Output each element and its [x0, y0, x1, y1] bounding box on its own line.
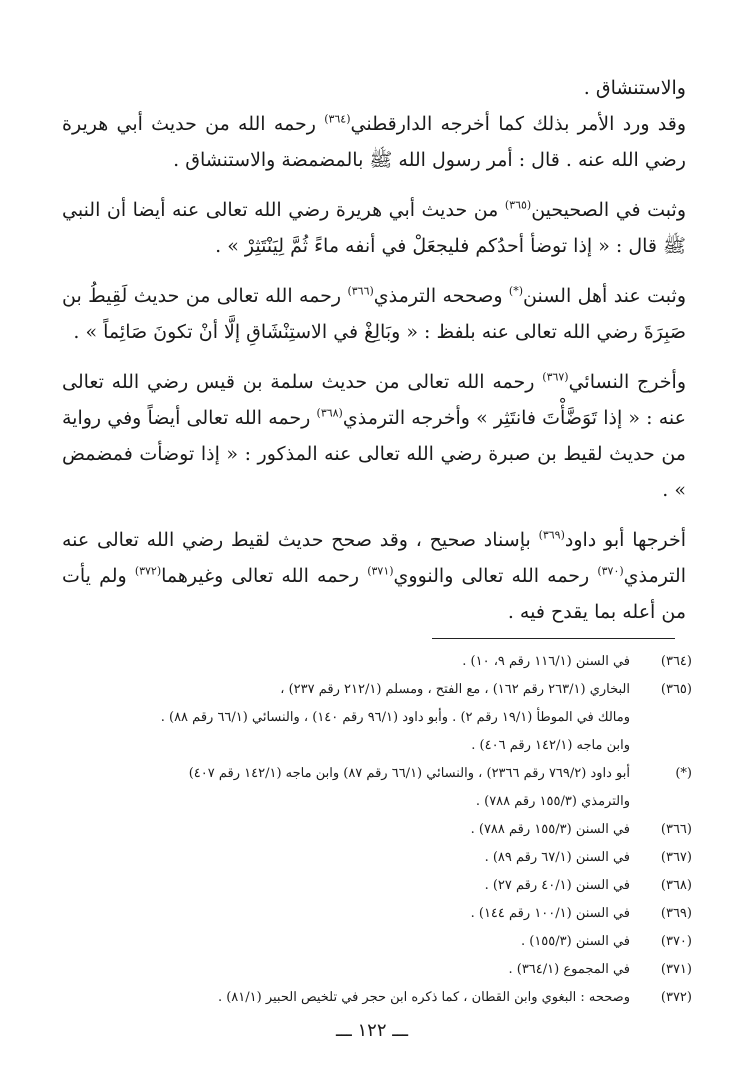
- footnote-ref: (*): [508, 284, 524, 298]
- footnote-text: في السنن (١٥٥/٣) .: [520, 934, 630, 949]
- footnote-text: في السنن (١١٦/١ رقم ٩، ١٠) .: [462, 654, 630, 669]
- footnote-370: [52, 928, 692, 956]
- footnote-number: (٣٦٧): [660, 850, 692, 865]
- paragraph-6: أخرجها أبو داود$^{(٣٦٩)}$ بإسناد صحيح ، وقد صحح حديث لقيط رضي الله تعالى عنه الترمذي$^{(٣٧٠)}$ رحمه الله تعالى والنووي$^{(٣٧١)}$ رحمه الله تعالى وغيرهما$^{(٣٧٢)}$ ولم يأت من أعله بما يقدح فيه .: [62, 528, 686, 623]
- footnote-text: في المجموع (٣٦٤/١) .: [508, 962, 630, 977]
- footnote-number: (*): [675, 766, 692, 781]
- footnote-divider: [432, 638, 675, 639]
- footnote-number: (٣٦٦): [660, 822, 692, 837]
- footnote-number: (٣٦٤): [660, 654, 692, 669]
- footnote-364: [52, 648, 692, 676]
- footnote-number: (٣٦٩): [660, 906, 692, 921]
- footnote-text: وصححه : البغوي وابن القطان ، كما ذكره ابن حجر في تلخيص الحبير (٨١/١) .: [217, 990, 630, 1005]
- footnote-text: أبو داود (٧٦٩/٢ رقم ٢٣٦٦) ، والنسائي (٦٦/١ رقم ٨٧) وابن ماجه (١٤٢/١ رقم ٤٠٧): [188, 766, 630, 781]
- footnote-number: (٣٦٨): [660, 878, 692, 893]
- footnote-text: في السنن (١٠٠/١ رقم ١٤٤) .: [470, 906, 630, 921]
- paragraph-3: وثبت في الصحيحين$^{(٣٦٥)}$ من حديث أبي هريرة رضي الله تعالى عنه أيضا أن النبي ﷺ قال : « إذا توضأ أحدُكم فليجعَلْ في أنفه ماءً ثُمَّ لِيَنْتَثِرْ » .: [62, 198, 686, 257]
- footnote-text: البخاري (٢٦٣/١ رقم ١٦٢) ، مع الفتح ، ومسلم (٢١٢/١ رقم ٢٣٧) ،: [280, 682, 630, 697]
- footnote-369: [52, 900, 692, 928]
- main-text: [62, 70, 686, 644]
- footnote-text: في السنن (١٥٥/٣ رقم ٧٨٨) .: [470, 822, 630, 837]
- page-number: ـــ ١٢٢ ـــ: [335, 1020, 409, 1041]
- paragraph-2: وقد ورد الأمر بذلك كما أخرجه الدارقطني$^{(٣٦٤)}$ رحمه الله من حديث أبي هريرة رضي الله عنه . قال : أمر رسول الله ﷺ بالمضمضة والاستنشاق .: [62, 112, 686, 171]
- footnote-ref: (٣٦٤): [324, 112, 351, 126]
- footnote-367: [52, 844, 692, 872]
- paragraph-1: والاستنشاق .: [583, 77, 686, 99]
- footnote-366: [52, 816, 692, 844]
- footnote-ref: (٣٦٧): [542, 370, 569, 384]
- footnote-ref: (٣٦٩): [538, 528, 565, 542]
- footnotes: [52, 648, 692, 1012]
- footnote-number: (٣٧٢): [660, 990, 692, 1005]
- footnote-ref: (٣٦٥): [504, 198, 532, 212]
- footnote-372: [52, 984, 692, 1012]
- footnote-number: (٣٧١): [660, 962, 692, 977]
- paragraph-4: وثبت عند أهل السنن(*) وصححه الترمذي$^{(٣٦٦)}$ رحمه الله تعالى من حديث لَقِيطُ بن صَبِرَةَ رضي الله تعالى عنه بلفظ : « وبَالِغْ في الاستِنْشَاقِ إلَّا أنْ تكونَ صَائِماً » .: [62, 284, 686, 343]
- footnote-ref: (٣٦٨): [316, 406, 343, 420]
- footnote-continuation: والترمذي (١٥٥/٣ رقم ٧٨٨) .: [475, 794, 630, 809]
- footnote-ref: (٣٧١): [367, 564, 394, 578]
- footnote-368: [52, 872, 692, 900]
- footnote-ref: (٣٧٠): [597, 564, 624, 578]
- paragraph-5: وأخرج النسائي$^{(٣٦٧)}$ رحمه الله تعالى من حديث سلمة بن قيس رضي الله تعالى عنه : « إذا تَوَضَّأْتَ فانتَثِر » وأخرجه الترمذي$^{(٣٦٨)}$ رحمه الله تعالى أيضاً وفي رواية من حديث لقيط بن صبرة رضي الله تعالى عنه المذكور : « إذا توضأت فمضمض » .: [62, 370, 687, 501]
- footnote-number: (٣٦٥): [660, 682, 692, 697]
- footnote-star: [52, 760, 692, 788]
- footnote-ref: (٣٦٦): [347, 284, 374, 298]
- footnote-continuation: ومالك في الموطأ (١٩/١ رقم ٢) . وأبو داود (٩٦/١ رقم ١٤٠) ، والنسائي (٦٦/١ رقم ٨٨) .: [160, 710, 630, 725]
- footnote-371: [52, 956, 692, 984]
- footnote-continuation: وابن ماجه (١٤٢/١ رقم ٤٠٦) .: [471, 738, 630, 753]
- footnote-text: في السنن (٤٠/١ رقم ٢٧) .: [484, 878, 630, 893]
- footnote-365: [52, 676, 692, 704]
- footnote-text: في السنن (٦٧/١ رقم ٨٩) .: [484, 850, 630, 865]
- footnote-number: (٣٧٠): [660, 934, 692, 949]
- footnote-ref: (٣٧٢): [134, 564, 162, 578]
